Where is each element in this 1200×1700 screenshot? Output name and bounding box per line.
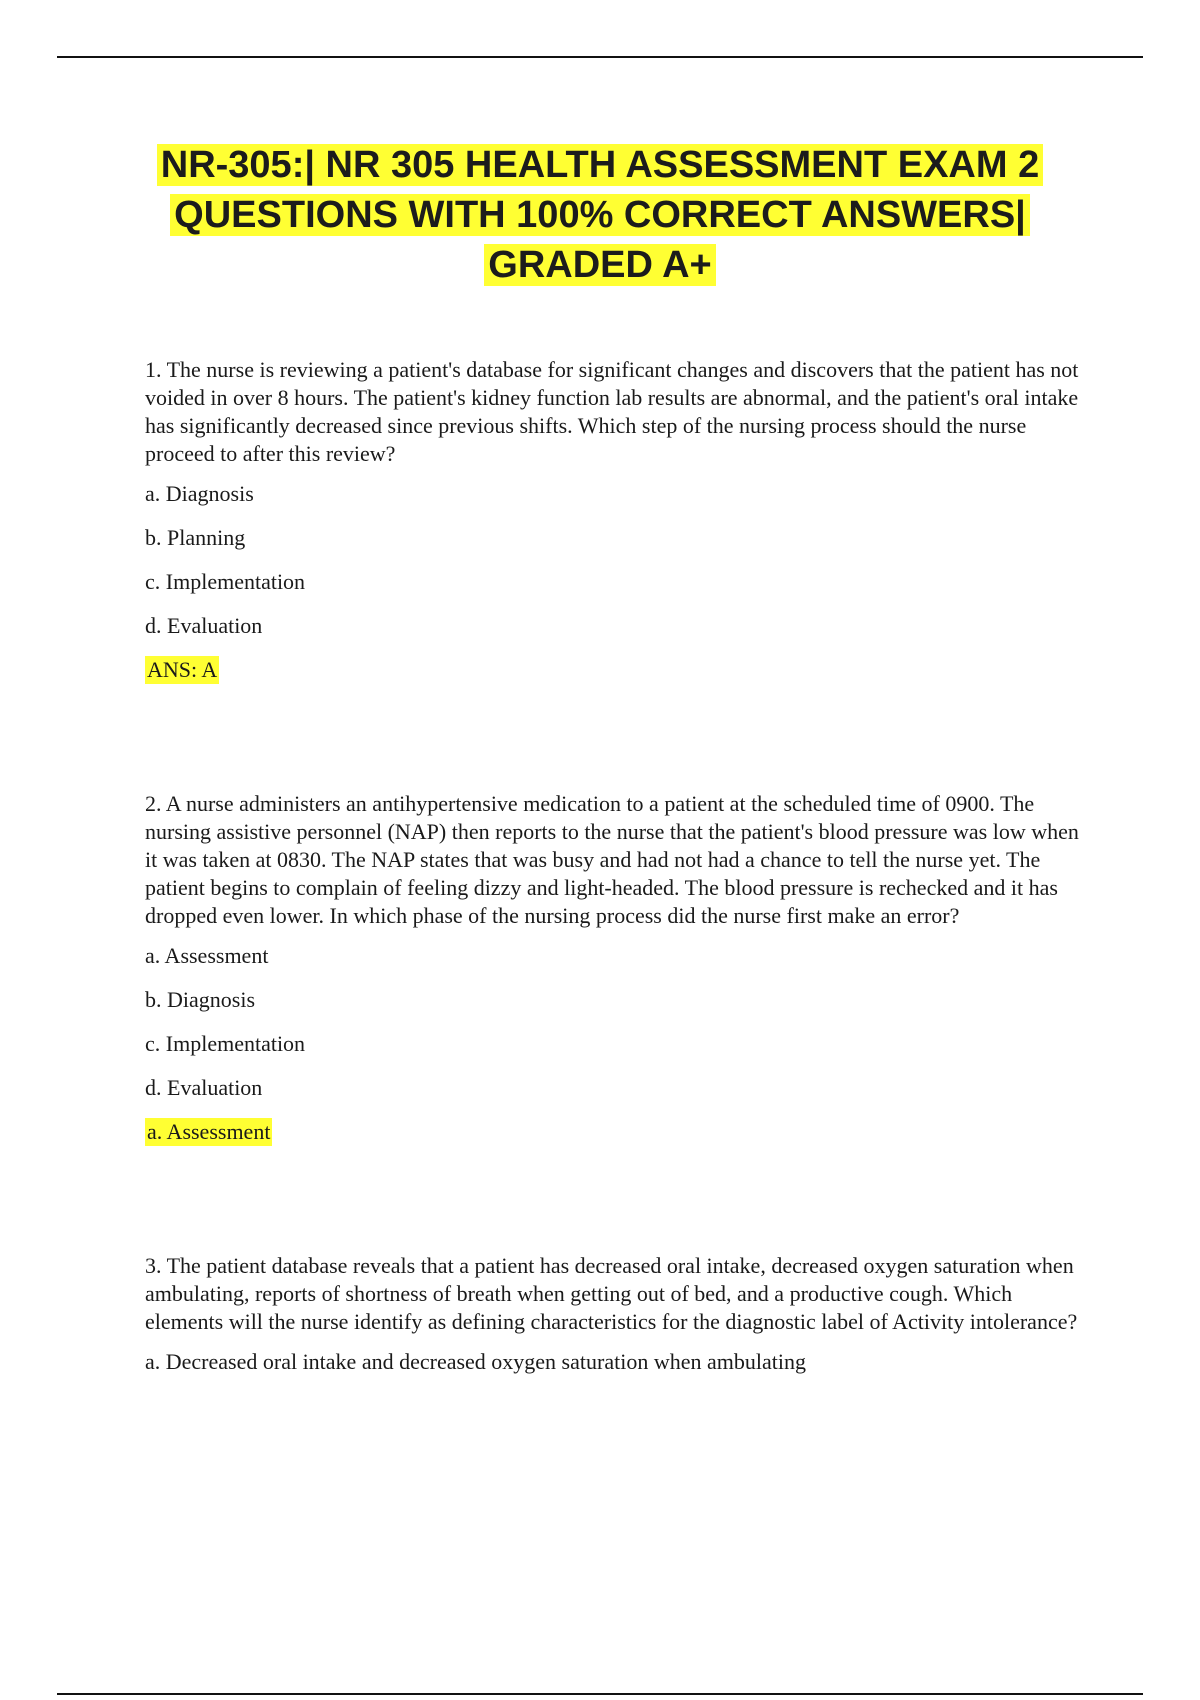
option: c. Implementation — [145, 569, 306, 594]
option: a. Diagnosis — [145, 481, 254, 506]
document-title — [100, 140, 1100, 290]
question-2-answer: a. Assessment — [147, 1119, 271, 1144]
question-3 — [145, 1252, 1085, 1376]
title-line-1: NR-305:| NR 305 HEALTH ASSESSMENT EXAM 2 — [157, 144, 1043, 186]
option: b. Planning — [145, 525, 246, 550]
question-2-text: 2. A nurse administers an antihypertensive medication to a patient at the scheduled time of 0900. The nursing assistive personnel (NAP) then reports to the nurse that the patient's blood pressure was low when it was taken at 0830. The NAP states that was busy and had not had a chance to tell the nurse yet. The patient begins to complain of feeling dizzy and light-headed. The blood pressure is rechecked and it has dropped even lower. In which phase of the nursing process did the nurse first make an error? — [145, 791, 1079, 928]
question-3-text: 3. The patient database reveals that a patient has decreased oral intake, decreased oxygen saturation when ambulating, reports of shortness of breath when getting out of bed, and a productive cough. Which elements will the nurse identify as defining characteristics for the diagnostic label of Activity intolerance? — [145, 1253, 1078, 1334]
option: d. Evaluation — [145, 613, 263, 638]
question-1 — [145, 356, 1085, 684]
title-line-2: QUESTIONS WITH 100% CORRECT ANSWERS| — [170, 194, 1030, 236]
top-rule — [57, 56, 1143, 58]
option: d. Evaluation — [145, 1075, 263, 1100]
title-line-3: GRADED A+ — [484, 244, 715, 286]
question-1-text: 1. The nurse is reviewing a patient's database for significant changes and discovers that the patient has not voided in over 8 hours. The patient's kidney function lab results are abnormal, and the patient's oral intake has significantly decreased since previous shifts. Which step of the nursing process should the nurse proceed to after this review? — [145, 357, 1079, 466]
option: b. Diagnosis — [145, 987, 255, 1012]
question-3-options — [145, 1348, 1085, 1376]
option: a. Decreased oral intake and decreased oxygen saturation when ambulating — [145, 1349, 806, 1374]
bottom-rule — [57, 1693, 1143, 1695]
question-2 — [145, 790, 1085, 1146]
questions-section — [145, 356, 1085, 1392]
question-1-answer: ANS: A — [147, 657, 218, 682]
option: c. Implementation — [145, 1031, 306, 1056]
question-2-options — [145, 942, 1085, 1102]
question-1-options — [145, 480, 1085, 640]
option: a. Assessment — [145, 943, 269, 968]
